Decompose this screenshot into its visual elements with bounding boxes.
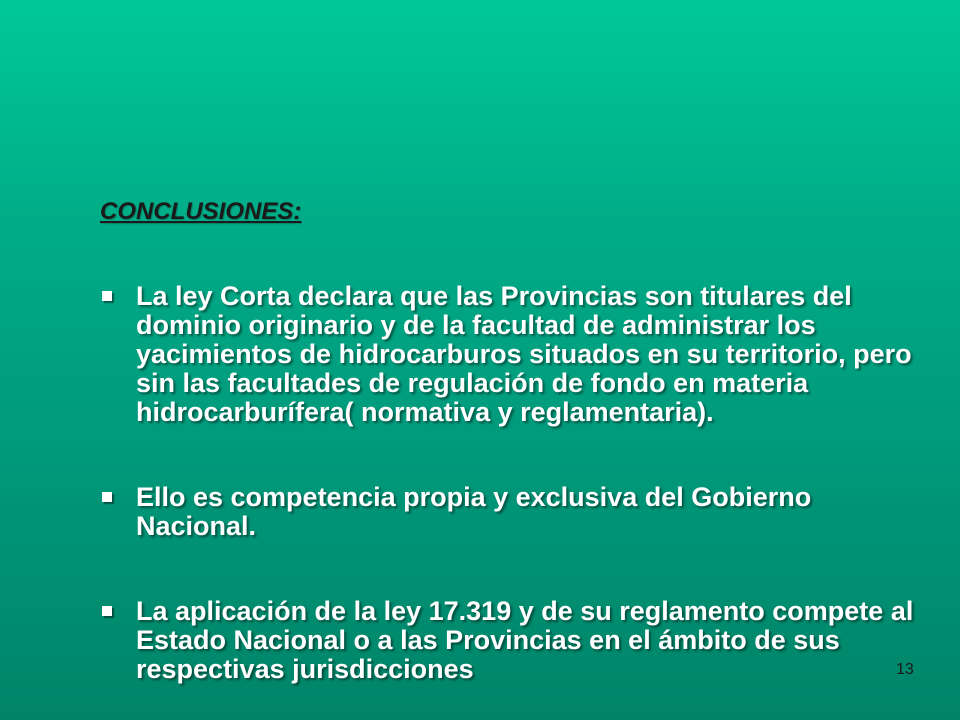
bullet-item: [100, 483, 920, 541]
square-bullet-icon: [102, 291, 112, 301]
bullet-item: [100, 597, 920, 684]
square-bullet-icon: [102, 606, 112, 616]
bullet-item: [100, 282, 920, 427]
square-bullet-icon: [102, 492, 112, 502]
page-number: 13: [896, 661, 914, 678]
bullet-text: La ley Corta declara que las Provincias son titulares del dominio originario y de la facultad de administrar los yacimientos de hidrocarburos situados en su territorio, pero sin las facultades de regulación de fondo en materia hidrocarburífera( normativa y reglamentaria).: [136, 281, 912, 427]
slide-heading: CONCLUSIONES:: [100, 198, 302, 225]
bullet-text: La aplicación de la ley 17.319 y de su reglamento compete al Estado Nacional o a las Provincias en el ámbito de sus respectivas jurisdicciones: [136, 596, 914, 684]
bullet-text: Ello es competencia propia y exclusiva del Gobierno Nacional.: [136, 482, 812, 541]
bullet-list: [100, 282, 920, 684]
